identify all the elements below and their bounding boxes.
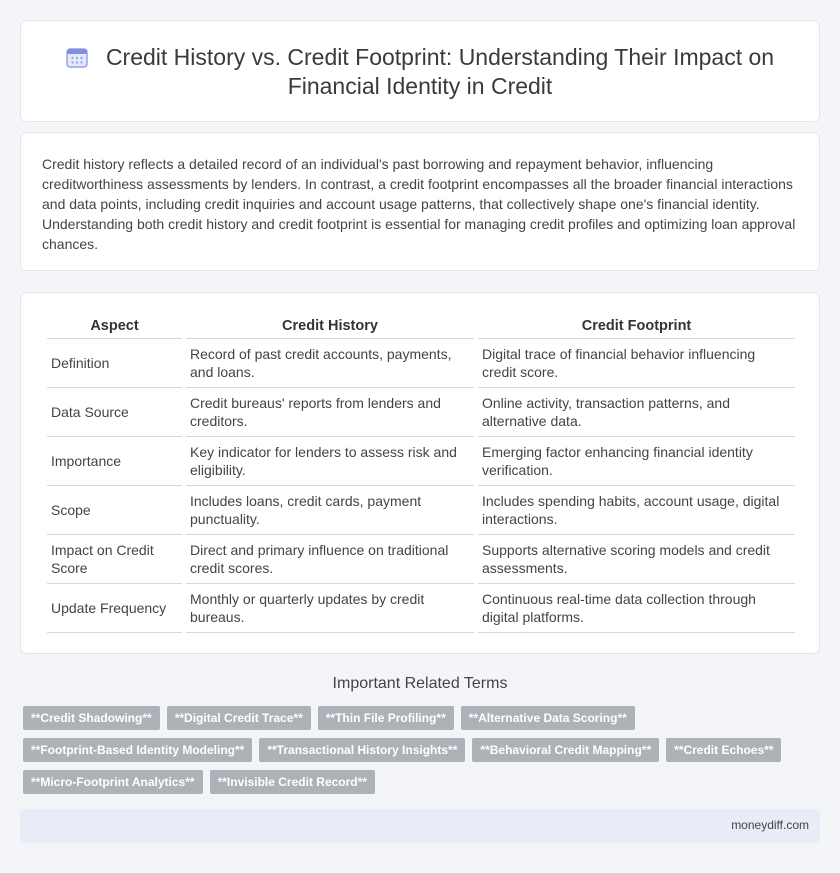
calendar-icon [66,46,88,68]
intro-paragraph: Credit history reflects a detailed record of an individual's past borrowing and repayment behavior, influencing creditworthiness assessments by lenders. In contrast, a credit footprint encompasses all the broader financial interactions and data points, including credit inquiries and account usage patterns, that collectively shape one's financial identity. Understanding both credit history and credit footprint is essential for managing credit profiles and optimizing loan approval chances. [42,156,796,252]
related-term-tag[interactable]: **Digital Credit Trace** [167,706,311,730]
cell-credit-history: Monthly or quarterly updates by credit bureaus. [186,584,474,633]
related-term-tag[interactable]: **Behavioral Credit Mapping** [472,738,659,762]
related-term-tag[interactable]: **Credit Shadowing** [23,706,160,730]
footer [20,809,820,843]
cell-credit-footprint: Emerging factor enhancing financial identity verification. [478,437,795,486]
cell-credit-history: Direct and primary influence on traditional credit scores. [186,535,474,584]
cell-credit-footprint: Online activity, transaction patterns, and alternative data. [478,388,795,437]
cell-aspect: Impact on Credit Score [47,535,182,584]
footer-site-link[interactable]: moneydiff.com [731,818,809,832]
header-credit-history: Credit History [186,316,474,339]
cell-aspect: Importance [47,437,182,486]
cell-credit-history: Key indicator for lenders to assess risk and eligibility. [186,437,474,486]
cell-aspect: Scope [47,486,182,535]
table-row [47,388,795,437]
cell-credit-history: Includes loans, credit cards, payment punctuality. [186,486,474,535]
header-credit-footprint: Credit Footprint [478,316,795,339]
title-card [20,20,820,122]
header-aspect: Aspect [47,316,182,339]
cell-credit-footprint: Supports alternative scoring models and credit assessments. [478,535,795,584]
cell-credit-history: Credit bureaus' reports from lenders and creditors. [186,388,474,437]
cell-credit-footprint: Digital trace of financial behavior influencing credit score. [478,339,795,388]
table-row [47,486,795,535]
related-term-tag[interactable]: **Thin File Profiling** [318,706,454,730]
cell-credit-footprint: Continuous real-time data collection through digital platforms. [478,584,795,633]
related-term-tag[interactable]: **Footprint-Based Identity Modeling** [23,738,252,762]
intro-card [20,132,820,271]
page-title [21,43,819,101]
page-title-text: Credit History vs. Credit Footprint: Understanding Their Impact on Financial Identity in Credit [105,44,775,99]
comparison-table [43,316,799,633]
related-terms-list [23,706,803,794]
cell-aspect: Definition [47,339,182,388]
table-header-row [47,316,795,339]
related-term-tag[interactable]: **Invisible Credit Record** [210,770,375,794]
table-row [47,437,795,486]
table-row [47,584,795,633]
table-row [47,339,795,388]
related-terms-title: Important Related Terms [332,675,508,692]
cell-aspect: Data Source [47,388,182,437]
related-term-tag[interactable]: **Micro-Footprint Analytics** [23,770,203,794]
related-term-tag[interactable]: **Alternative Data Scoring** [461,706,635,730]
cell-credit-footprint: Includes spending habits, account usage, digital interactions. [478,486,795,535]
table-row [47,535,795,584]
comparison-card [20,292,820,654]
related-term-tag[interactable]: **Transactional History Insights** [259,738,465,762]
cell-credit-history: Record of past credit accounts, payments, and loans. [186,339,474,388]
related-term-tag[interactable]: **Credit Echoes** [666,738,781,762]
cell-aspect: Update Frequency [47,584,182,633]
